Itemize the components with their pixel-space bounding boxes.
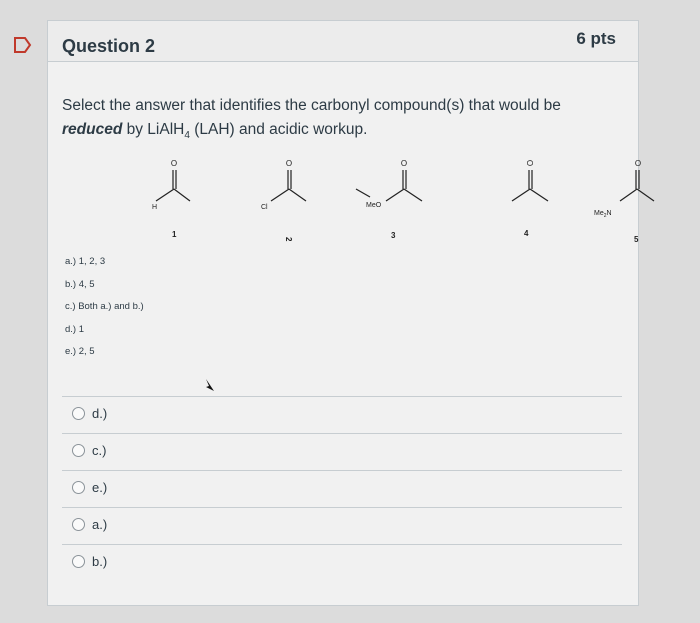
carbonyl-o-label: O: [525, 159, 534, 167]
answer-key-item: d.) 1: [65, 323, 85, 335]
answer-key-item: a.) 1, 2, 3: [65, 256, 106, 267]
prompt-text: Select the answer that identifies the carbonyl compound(s) that would be: [62, 97, 561, 114]
answer-option-b[interactable]: [62, 544, 622, 581]
structures-diagram: [108, 157, 642, 253]
radio-button[interactable]: [72, 407, 85, 420]
question-points: 6 pts: [576, 29, 616, 48]
question-prompt: [62, 94, 622, 148]
radio-button[interactable]: [72, 555, 85, 568]
question-title: Question 2: [62, 36, 156, 56]
flag-question-icon[interactable]: [13, 36, 33, 54]
structure-number: 1: [172, 230, 177, 239]
carbonyl-o-label: O: [170, 159, 178, 168]
structure-1: [152, 159, 190, 239]
structure-4: [512, 160, 548, 238]
answer-key-item: b.) 4, 5: [65, 278, 95, 290]
question-header: [48, 21, 638, 62]
structure-number: 5: [634, 235, 639, 244]
answer-key-item: c.) Both a.) and b.): [65, 301, 144, 312]
answer-option-d[interactable]: [62, 396, 622, 433]
structure-5: [594, 159, 654, 244]
radio-button[interactable]: [72, 444, 85, 457]
carbonyl-o-label: O: [634, 159, 642, 168]
structure-number: 4: [524, 229, 529, 238]
substituent-label: Cl: [261, 204, 268, 211]
substituent-label: $Me_2N$: [594, 210, 612, 219]
answer-option-a[interactable]: [62, 507, 622, 544]
carbonyl-o-label: O: [400, 159, 408, 168]
option-label: e.): [92, 480, 108, 495]
option-label: b.): [92, 554, 108, 569]
mouse-pointer-icon: [205, 378, 215, 392]
option-label: c.): [92, 443, 107, 458]
prompt-subscript: 4: [184, 130, 190, 142]
substituent-label: MeO: [366, 202, 382, 209]
structure-3: [356, 159, 422, 240]
option-label: d.): [92, 406, 108, 421]
structure-number: 2: [284, 237, 293, 242]
question-card: [47, 20, 642, 606]
prompt-tail: (LAH) and acidic workup.: [189, 121, 368, 138]
radio-button[interactable]: [72, 518, 85, 531]
answer-options: [62, 396, 622, 581]
structure-number: 3: [391, 231, 396, 240]
answer-key-list: [65, 251, 144, 364]
option-label: a.): [92, 517, 108, 532]
radio-button[interactable]: [72, 481, 85, 494]
answer-key-item: e.) 2, 5: [65, 346, 95, 357]
prompt-reagent: by LiAlH: [122, 121, 185, 138]
answer-option-c[interactable]: [62, 433, 622, 470]
prompt-emphasis: reduced: [62, 121, 123, 138]
structure-2: [261, 159, 306, 242]
answer-option-e[interactable]: [62, 470, 622, 507]
carbonyl-o-label: O: [285, 159, 293, 168]
substituent-label: H: [152, 204, 158, 211]
